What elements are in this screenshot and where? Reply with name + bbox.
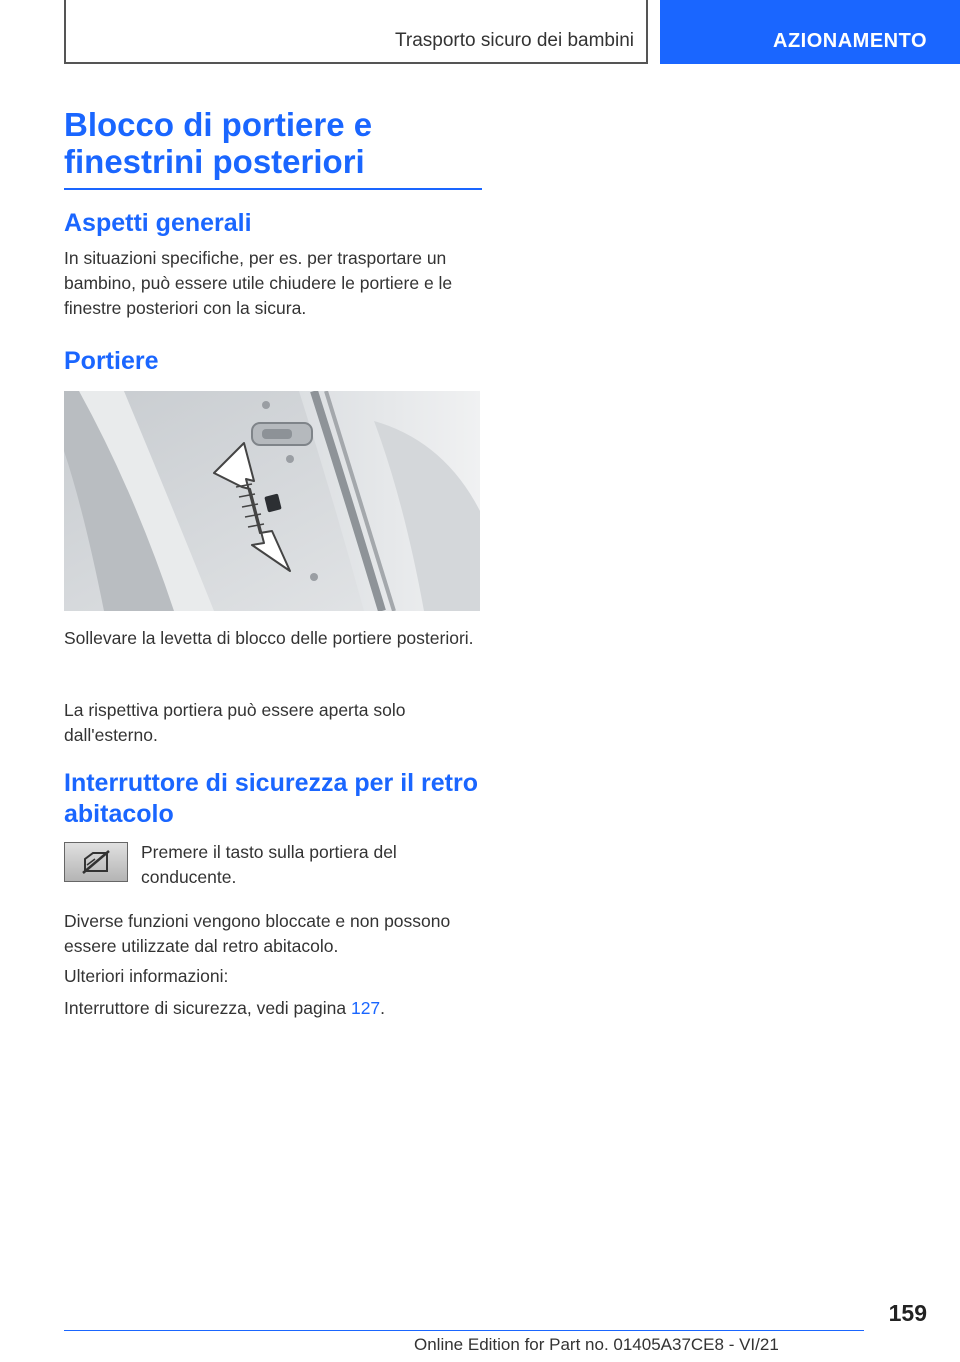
doors-paragraph-outside: La rispettiva portiera può essere aperta solo dall'esterno. (64, 700, 406, 745)
section-heading-doors: Portiere (64, 347, 159, 375)
section-tab-label: AZIONAMENTO (773, 30, 928, 52)
safety-switch-button-text: Premere il tasto sulla portiera del conducente. (141, 842, 397, 887)
reference-text: Interruttore di sicurezza, vedi pagina (64, 998, 351, 1018)
safety-switch-paragraph-functions: Diverse funzioni vengono bloccate e non possono essere utilizzate dal retro abitacolo. (64, 911, 451, 956)
general-paragraph: In situazioni specifiche, per es. per trasportare un bambino, può essere utile chiudere le portiere e le finestre posteriori con la sicura. (64, 248, 453, 318)
safety-switch-paragraph-more-info: Ulteriori informazioni: (64, 966, 229, 986)
safety-switch-reference (64, 996, 482, 1021)
page-title: Blocco di portiere e finestrini posteriori (64, 106, 482, 190)
door-child-lock-photo (64, 391, 480, 611)
footer-divider (64, 1330, 864, 1331)
door-lock-illustration-icon (64, 391, 480, 611)
header-section-tab[interactable] (660, 0, 960, 64)
section-heading-general: Aspetti generali (64, 209, 252, 237)
reference-suffix: . (380, 998, 386, 1018)
reference-page-link[interactable]: 127 (350, 998, 381, 1018)
doors-paragraph-lever: Sollevare la levetta di blocco delle portiere posteriori. (64, 628, 474, 648)
window-lock-button-icon (64, 842, 128, 882)
footer-edition: Online Edition for Part no. 01405A37CE8 - VI/21 (414, 1335, 779, 1354)
page-number: 159 (888, 1300, 927, 1326)
header-chapter-title: Trasporto sicuro dei bambini (394, 30, 634, 51)
header-box (64, 0, 648, 64)
section-heading-safety-switch: Interruttore di sicurezza per il retro abitacolo (64, 769, 478, 828)
